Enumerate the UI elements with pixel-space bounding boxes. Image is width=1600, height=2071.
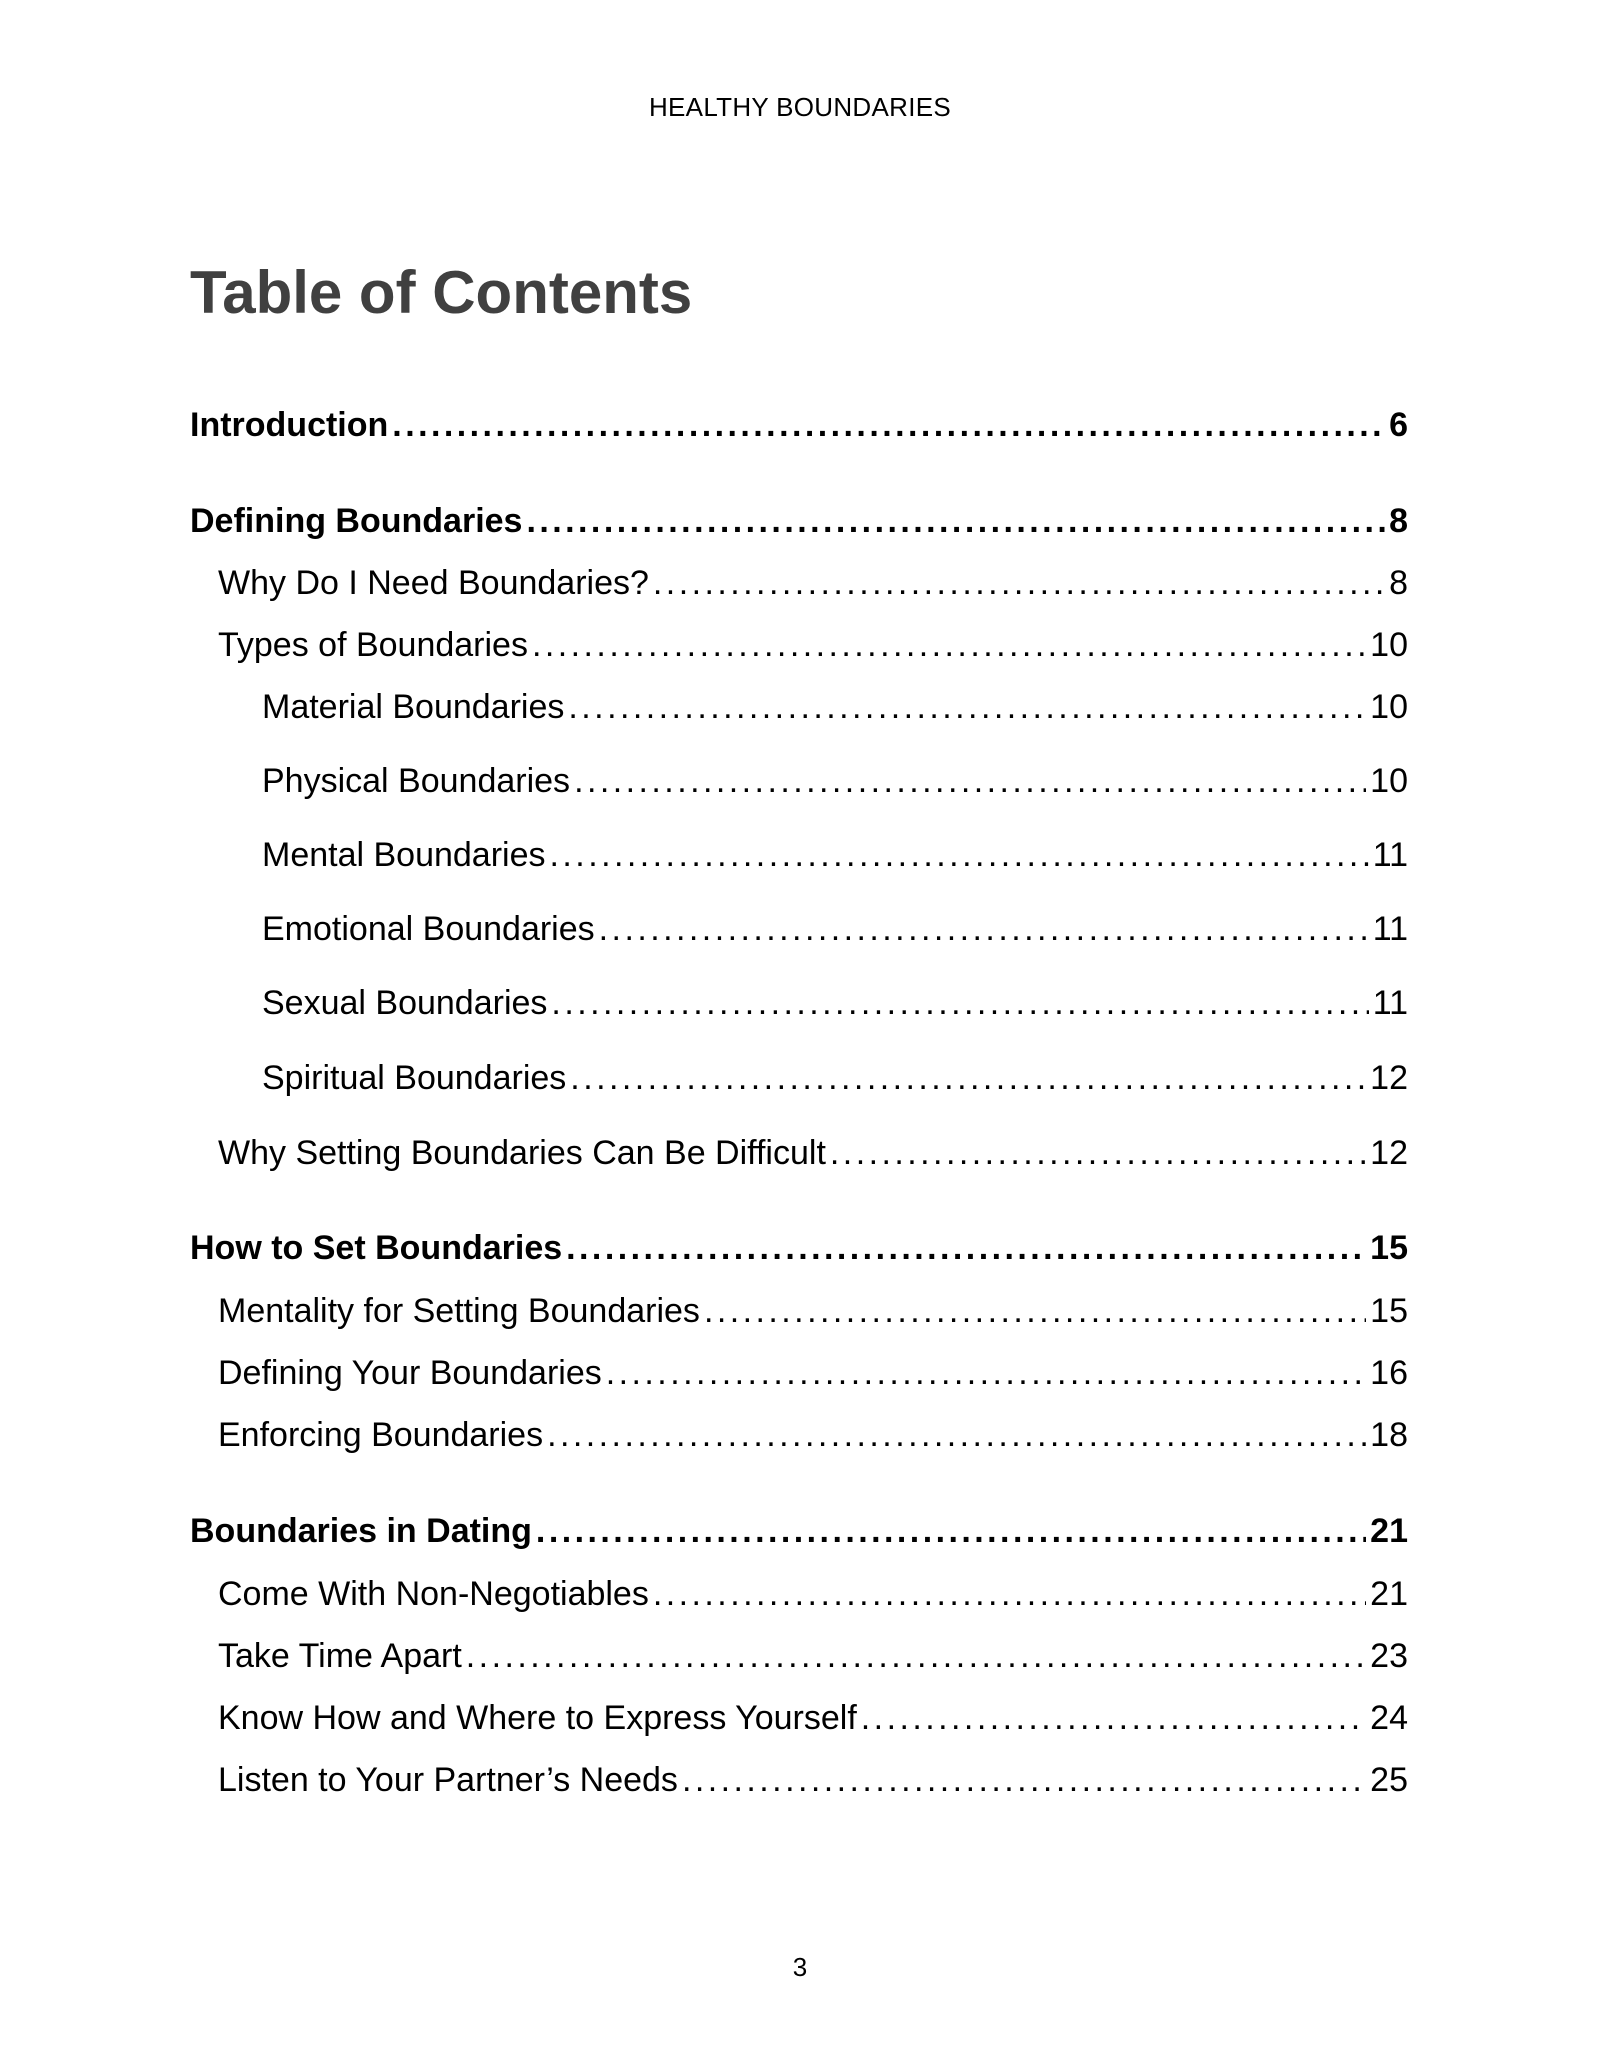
toc-entry-label: Come With Non-Negotiables <box>218 1575 649 1613</box>
dot-leader <box>653 1575 1366 1614</box>
toc-entry-page: 6 <box>1389 406 1408 444</box>
toc-entry-label: Why Setting Boundaries Can Be Difficult <box>218 1134 826 1172</box>
dot-leader <box>526 502 1385 541</box>
dot-leader <box>704 1292 1366 1331</box>
toc-entry-page: 21 <box>1370 1575 1408 1613</box>
toc-entry-page: 12 <box>1370 1059 1408 1097</box>
toc-entry-page: 25 <box>1370 1761 1408 1799</box>
dot-leader <box>830 1134 1366 1173</box>
dot-leader <box>570 1059 1366 1098</box>
toc-entry-label: Mentality for Setting Boundaries <box>218 1292 700 1330</box>
dot-leader <box>532 626 1366 665</box>
toc-entry-label: Sexual Boundaries <box>262 984 548 1022</box>
toc-entry-label: Introduction <box>190 406 389 444</box>
toc-entry-label: Listen to Your Partner’s Needs <box>218 1761 678 1799</box>
toc-entry-page: 18 <box>1370 1416 1408 1454</box>
dot-leader <box>682 1761 1366 1800</box>
toc-entry-page: 11 <box>1372 984 1408 1022</box>
toc-entry-label: Defining Boundaries <box>190 502 523 540</box>
toc-entry-label: Know How and Where to Express Yourself <box>218 1699 857 1737</box>
toc-entry-page: 10 <box>1370 762 1408 800</box>
dot-leader <box>861 1699 1366 1738</box>
toc-entry-page: 21 <box>1370 1512 1408 1550</box>
toc-entry-label: Why Do I Need Boundaries? <box>218 564 649 602</box>
dot-leader <box>466 1637 1366 1676</box>
dot-leader <box>566 1229 1366 1268</box>
toc-entry-page: 24 <box>1370 1699 1408 1737</box>
toc-entry-page: 12 <box>1370 1134 1408 1172</box>
toc-entry-label: Physical Boundaries <box>262 762 571 800</box>
toc-entry-page: 10 <box>1370 688 1408 726</box>
dot-leader <box>599 910 1369 949</box>
dot-leader <box>547 1416 1366 1455</box>
toc-entry-label: Types of Boundaries <box>218 626 528 664</box>
toc-entry-label: Material Boundaries <box>262 688 565 726</box>
dot-leader <box>550 836 1369 875</box>
toc-entry-label: Spiritual Boundaries <box>262 1059 567 1097</box>
toc-entry-label: How to Set Boundaries <box>190 1229 563 1267</box>
dot-leader <box>574 762 1366 801</box>
toc-entry-label: Mental Boundaries <box>262 836 546 874</box>
toc-entry-page: 15 <box>1370 1229 1408 1267</box>
toc-entry-page: 8 <box>1389 564 1408 602</box>
toc-entry-page: 10 <box>1370 626 1408 664</box>
toc-entry-page: 23 <box>1370 1637 1408 1675</box>
dot-leader <box>653 564 1385 603</box>
toc-entry-label: Enforcing Boundaries <box>218 1416 544 1454</box>
dot-leader <box>392 406 1385 445</box>
running-header: HEALTHY BOUNDARIES <box>648 92 952 122</box>
dot-leader <box>568 688 1366 727</box>
toc-entry-page: 11 <box>1372 836 1408 874</box>
toc-entry-page: 15 <box>1370 1292 1408 1330</box>
toc-entry-label: Emotional Boundaries <box>262 910 595 948</box>
page-number: 3 <box>792 1952 808 1982</box>
toc-entry-label: Boundaries in Dating <box>190 1512 532 1550</box>
toc-entry-page: 16 <box>1370 1354 1408 1392</box>
toc-entry-page: 11 <box>1372 910 1408 948</box>
toc-entry-label: Defining Your Boundaries <box>218 1354 602 1392</box>
dot-leader <box>551 984 1368 1023</box>
dot-leader <box>606 1354 1366 1393</box>
page-title: Table of Contents <box>190 259 693 326</box>
dot-leader <box>536 1512 1366 1551</box>
toc-entry-label: Take Time Apart <box>218 1637 462 1675</box>
toc-entry-page: 8 <box>1389 502 1408 540</box>
